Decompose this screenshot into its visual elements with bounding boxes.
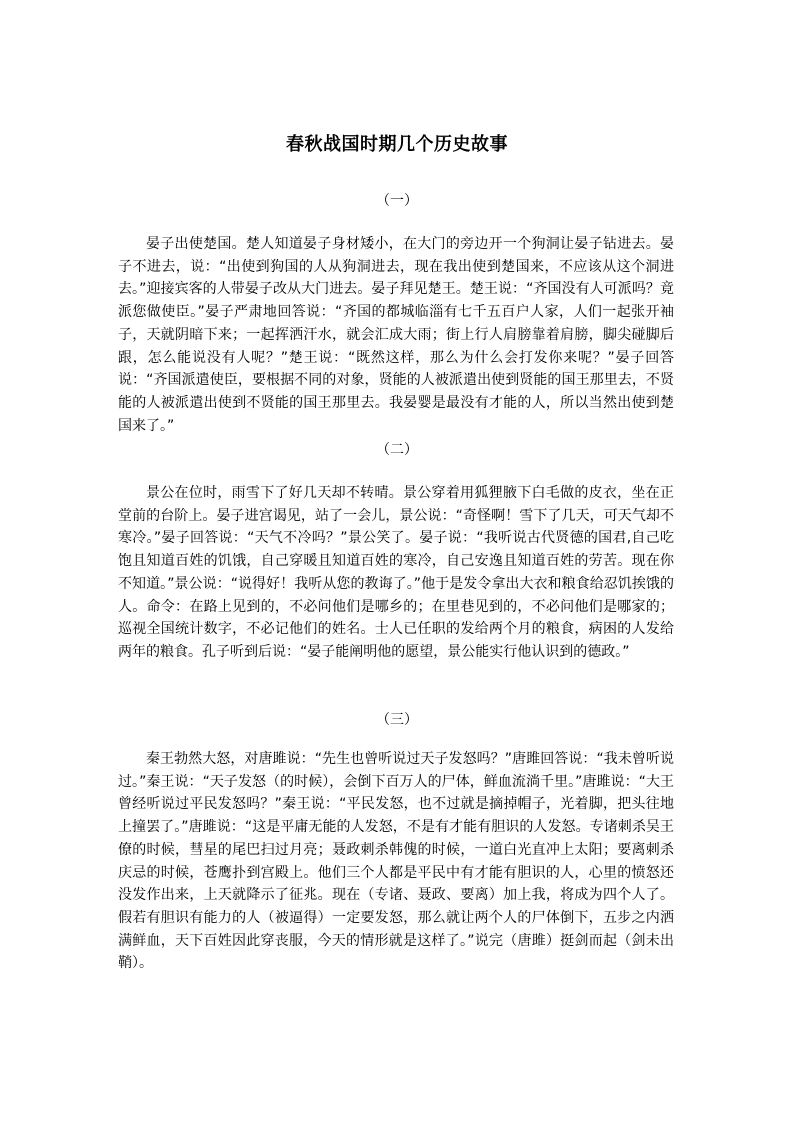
section-heading-2: （二） — [376, 442, 418, 458]
section-paragraph-2: 景公在位时，雨雪下了好几天却不转晴。景公穿着用狐狸腋下白毛做的皮衣，坐在正堂前的台阶上。晏子进宫谒见，站了一会儿，景公说：“奇怪啊！雪下了几天，可天气却不寒冷。”晏子回答说：“天气不冷吗？”景公笑了。晏子说：“我听说古代贤德的国君,自己吃饱且知道百姓的饥饿，自己穿暖且知道百姓的寒冷，自己安逸且知道百姓的劳苦。现在你不知道。”景公说：“说得好！我听从您的教诲了。”他于是发令拿出大衣和粮食给忍饥挨饿的人。命令：在路上见到的，不必问他们是哪乡的；在里巷见到的，不必问他们是哪家的；巡视全国统计数字，不必记他们的姓名。士人已任职的发给两个月的粮食，病困的人发给两年的粮食。孔子听到后说：“晏子能阐明他的愿望，景公能实行他认识到的德政。” — [118, 485, 674, 660]
section-heading-1: （一） — [376, 193, 418, 209]
section-paragraph-3: 秦王勃然大怒，对唐雎说：“先生也曾听说过天子发怒吗？”唐雎回答说：“我未曾听说过。”秦王说：“天子发怒（的时候），会倒下百万人的尸体，鲜血流淌千里。”唐雎说：“大王曾经听说过平民发怒吗？”秦王说：“平民发怒，也不过就是摘掉帽子，光着脚，把头往地上撞罢了。”唐雎说：“这是平庸无能的人发怒，不是有才能有胆识的人发怒。专诸刺杀吴王僚的时候，彗星的尾巴扫过月亮；聂政刺杀韩傀的时候，一道白光直冲上太阳；要离刺杀庆忌的时候，苍鹰扑到宫殿上。他们三个人都是平民中有才能有胆识的人，心里的愤怒还没发作出来，上天就降示了征兆。现在（专诸、聂政、要离）加上我，将成为四个人了。假若有胆识有能力的人（被逼得）一定要发怒，那么就让两个人的尸体倒下，五步之内洒满鲜血，天下百姓因此穿丧服，今天的情形就是这样了。”说完（唐雎）挺剑而起（剑未出鞘）。 — [118, 751, 674, 972]
section-paragraph-1: 晏子出使楚国。楚人知道晏子身材矮小，在大门的旁边开一个狗洞让晏子钻进去。晏子不进去，说：“出使到狗国的人从狗洞进去，现在我出使到楚国来，不应该从这个洞进去。”迎接宾客的人带晏子改从大门进去。晏子拜见楚王。楚王说：“齐国没有人可派吗？竟派您做使臣。”晏子严肃地回答说：“齐国的都城临淄有七千五百户人家，人们一起张开袖子，天就阴暗下来；一起挥洒汗水，就会汇成大雨；街上行人肩膀靠着肩膀，脚尖碰脚后跟，怎么能说没有人呢？”楚王说：“既然这样，那么为什么会打发你来呢？”晏子回答说：“齐国派遣使臣，要根据不同的对象，贤能的人被派遣出使到贤能的国王那里去，不贤能的人被派遣出使到不贤能的国王那里去。我晏婴是最没有才能的人，所以当然出使到楚国来了。” — [118, 236, 674, 434]
document-title: 春秋战国时期几个历史故事 — [286, 134, 508, 155]
section-heading-3: （三） — [376, 712, 418, 728]
